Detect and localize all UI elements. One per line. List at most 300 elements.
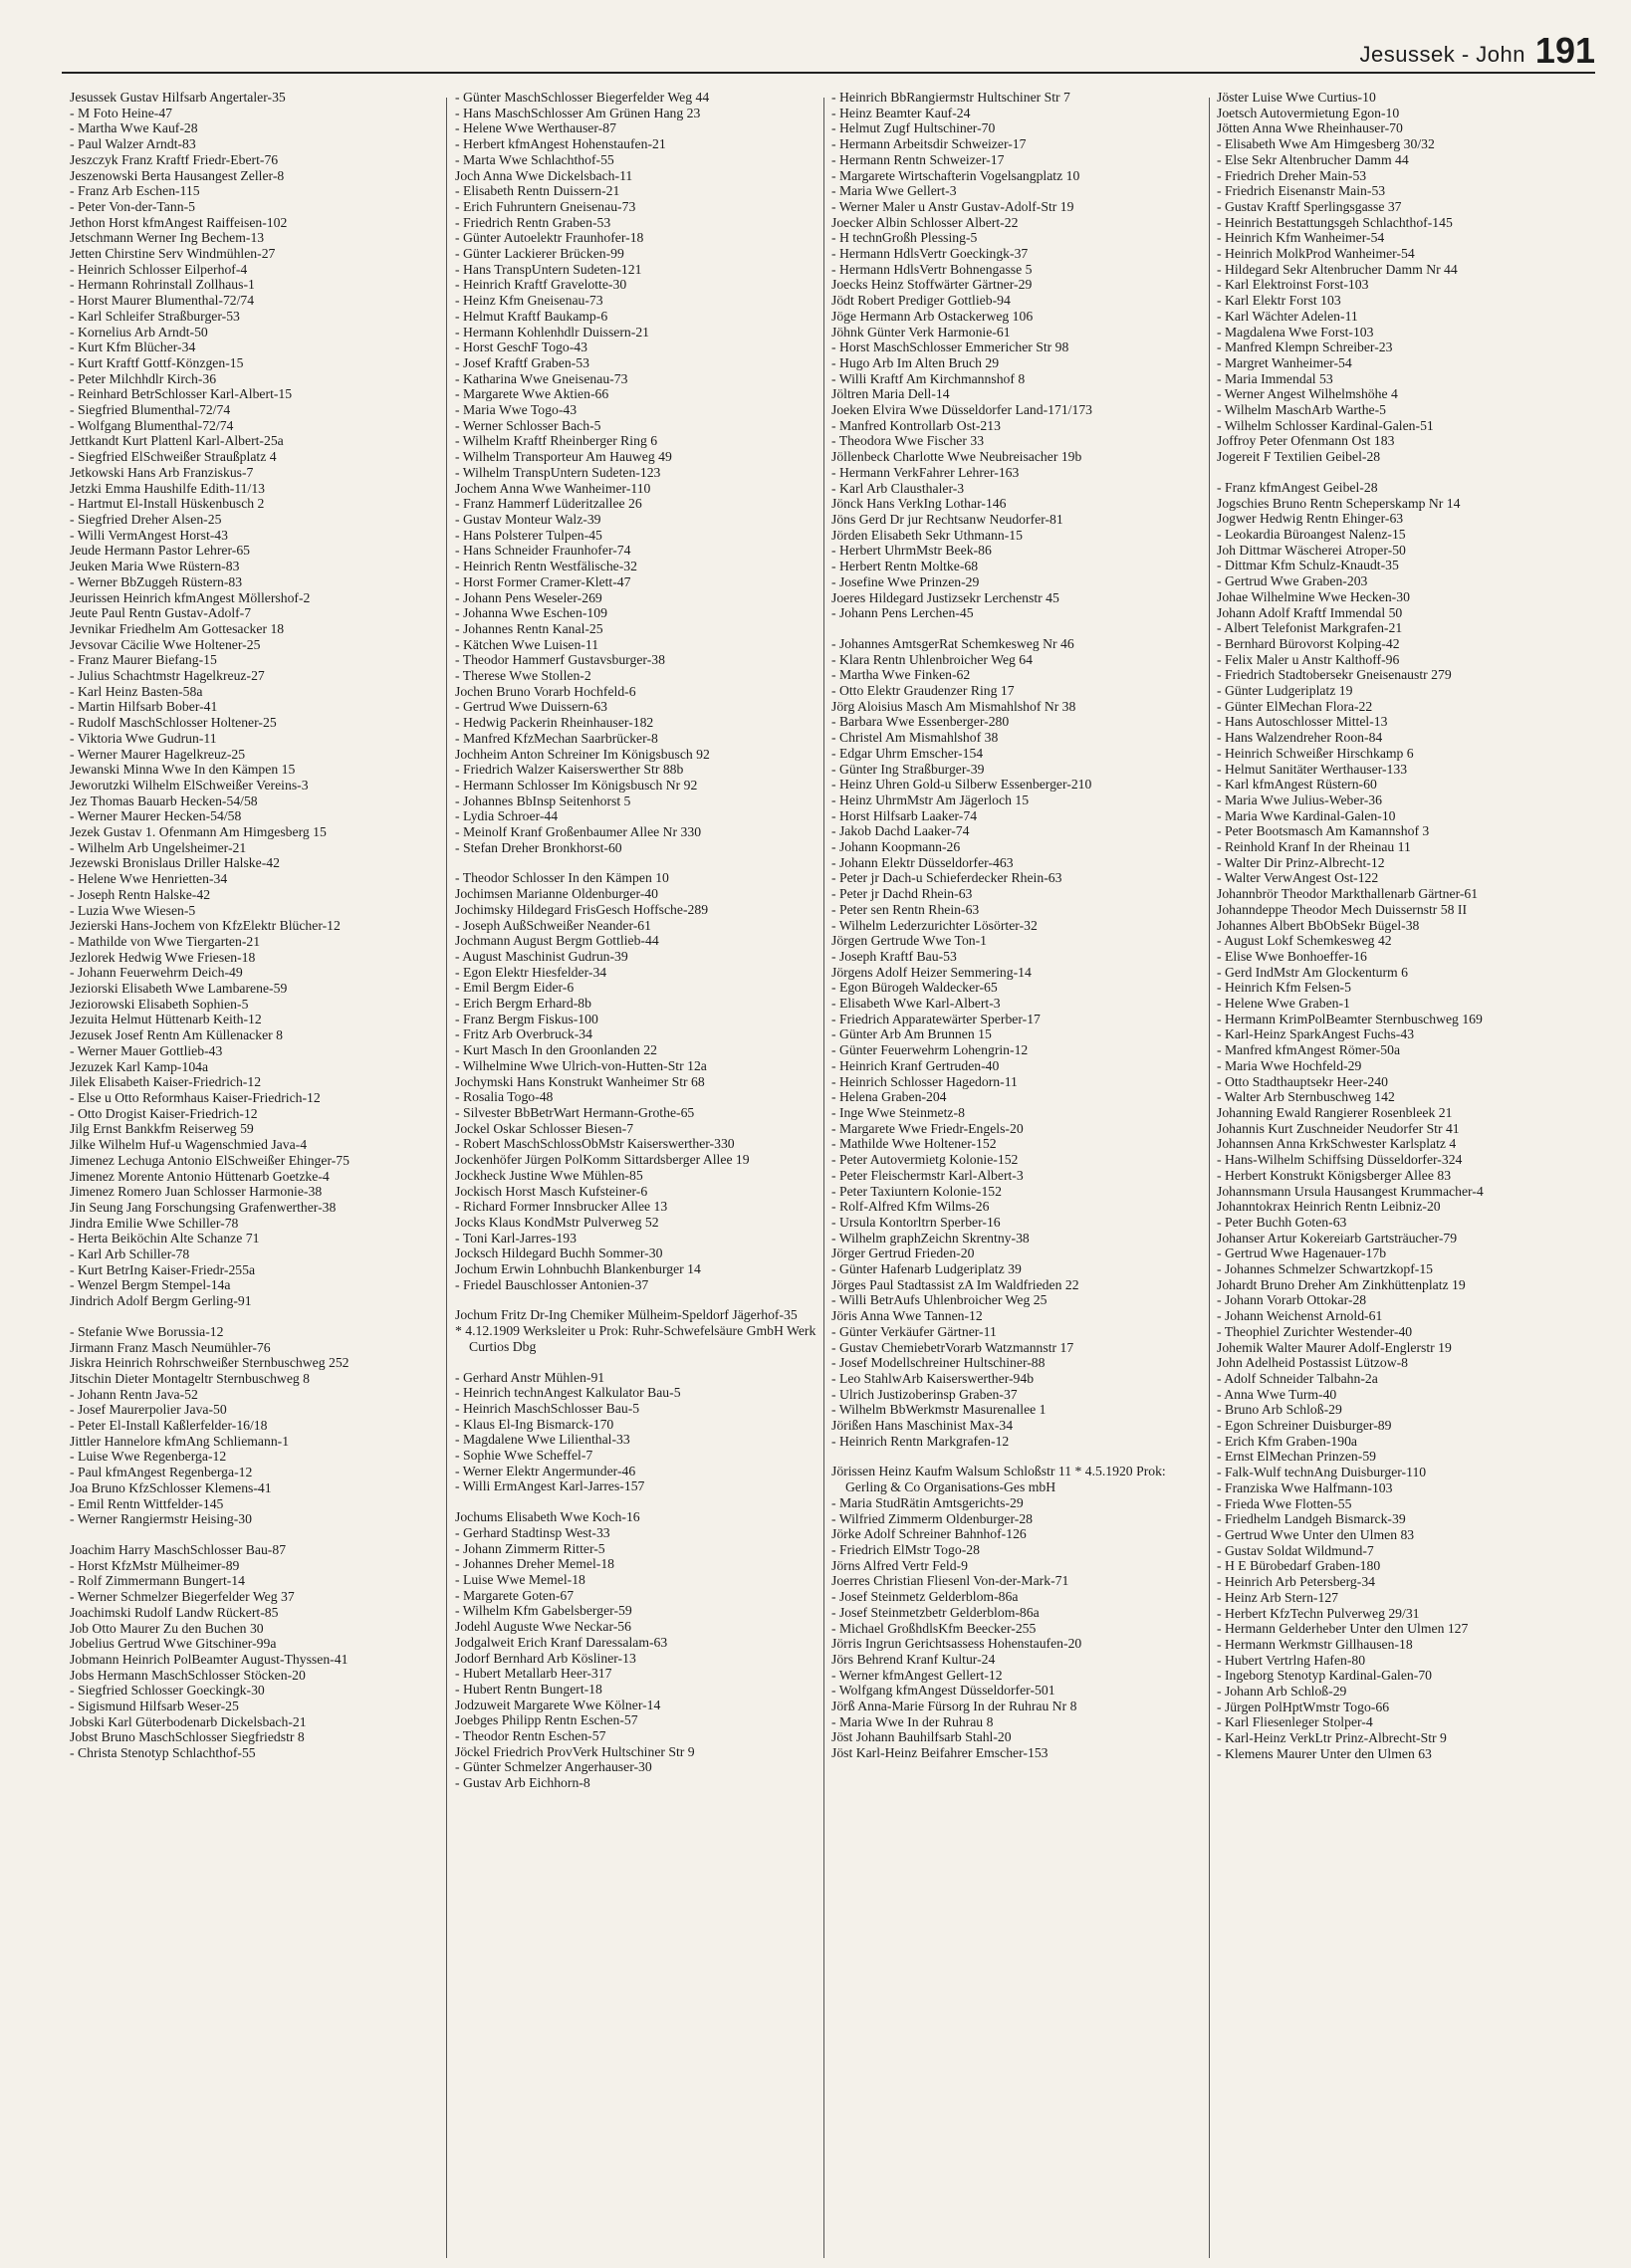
directory-entry: Jettkandt Kurt Plattenl Karl-Albert-25a <box>70 433 284 449</box>
directory-entry: - Karl Arb Schiller-78 <box>70 1247 190 1262</box>
directory-entry: - Hermann HdlsVertr Bohnengasse 5 <box>831 261 1033 277</box>
directory-entry: Jeurissen Heinrich kfmAngest Möllershof-2 <box>70 589 311 605</box>
directory-entry: Joerres Christian Fliesenl Von-der-Mark-71 <box>831 1573 1069 1589</box>
directory-entry: - Maria Immendal 53 <box>1217 370 1333 386</box>
directory-entry: Jesussek Gustav Hilfsarb Angertaler-35 <box>70 90 286 105</box>
directory-entry: - Adolf Schneider Talbahn-2a <box>1217 1370 1378 1386</box>
entry-gap <box>831 1449 1205 1464</box>
directory-entry: - Manfred KfzMechan Saarbrücker-8 <box>455 730 658 746</box>
directory-entry: - Wolfgang Blumenthal-72/74 <box>70 417 234 433</box>
directory-entry: - Kornelius Arb Arndt-50 <box>70 324 208 340</box>
directory-entry: Jockisch Horst Masch Kufsteiner-6 <box>455 1183 648 1199</box>
directory-entry: - Willi BetrAufs Uhlenbroicher Weg 25 <box>831 1292 1048 1308</box>
directory-entry: Jöltren Maria Dell-14 <box>831 386 950 402</box>
directory-entry: Jörissen Heinz Kaufm Walsum Schloßstr 11 * 4.5.1920 Prok: Gerling & Co Organisations-Ges mbH <box>831 1464 1166 1495</box>
directory-entry: - Manfred Klempn Schreiber-23 <box>1217 340 1393 355</box>
directory-entry: - Peter Von-der-Tann-5 <box>70 198 195 214</box>
directory-entry: Jöckel Friedrich ProvVerk Hultschiner Str 9 <box>455 1743 695 1759</box>
directory-entry: Jirmann Franz Masch Neumühler-76 <box>70 1339 271 1355</box>
directory-entry: Jezek Gustav 1. Ofenmann Am Himgesberg 15 <box>70 824 327 840</box>
directory-entry: Johanndeppe Theodor Mech Duissernstr 58 II <box>1217 901 1468 917</box>
directory-entry: - Else u Otto Reformhaus Kaiser-Friedrich-12 <box>70 1090 321 1105</box>
directory-entry: - Erich Bergm Erhard-8b <box>455 996 591 1012</box>
directory-entry: - Lydia Schroer-44 <box>455 808 559 824</box>
directory-entry: - Helene Wwe Werthauser-87 <box>455 120 616 136</box>
directory-entry: - Leo StahlwArb Kaiserswerther-94b <box>831 1370 1035 1386</box>
directory-entry: - Robert MaschSchlossObMstr Kaiserswerther-330 <box>455 1136 735 1152</box>
directory-entry: - Heinrich Kfm Wanheimer-54 <box>1217 230 1385 246</box>
directory-entry: - Günter Lackierer Brücken-99 <box>455 246 624 262</box>
directory-entry: - Heinz Beamter Kauf-24 <box>831 105 971 120</box>
directory-entry: - Helmut Zugf Hultschiner-70 <box>831 120 996 136</box>
directory-entry: Jethon Horst kfmAngest Raiffeisen-102 <box>70 214 288 230</box>
directory-entry: - Friedrich Walzer Kaiserswerther Str 88b <box>455 762 684 778</box>
directory-entry: - Günter Arb Am Brunnen 15 <box>831 1026 992 1042</box>
directory-entry: - Hans Autoschlosser Mittel-13 <box>1217 714 1388 730</box>
directory-entry: - Horst KfzMstr Mülheimer-89 <box>70 1557 240 1573</box>
directory-entry: - Karl Fliesenleger Stolper-4 <box>1217 1714 1373 1730</box>
directory-entry: - Hermann Rohrinstall Zollhaus-1 <box>70 277 255 293</box>
directory-entry: - Siegfried Schlosser Goeckingk-30 <box>70 1683 265 1699</box>
directory-entry: - Leokardia Büroangest Nalenz-15 <box>1217 526 1406 542</box>
directory-entry: - Wolfgang kfmAngest Düsseldorfer-501 <box>831 1683 1055 1699</box>
directory-entry: - Barbara Wwe Essenberger-280 <box>831 714 1010 730</box>
directory-entry: - Erich Fuhruntern Gneisenau-73 <box>455 198 636 214</box>
directory-entry: - Peter Taxiuntern Kolonie-152 <box>831 1183 1002 1199</box>
directory-entry: Jobst Bruno MaschSchlosser Siegfriedstr 8 <box>70 1729 305 1745</box>
entry-gap <box>70 1309 443 1324</box>
directory-entry: - Manfred Kontrollarb Ost-213 <box>831 417 1001 433</box>
directory-entry: - Siegfried ElSchweißer Straußplatz 4 <box>70 449 277 465</box>
directory-entry: - Gustav Arb Eichhorn-8 <box>455 1775 590 1791</box>
directory-entry: Jodorf Bernhard Arb Kösliner-13 <box>455 1650 636 1666</box>
directory-entry: - Maria Wwe Julius-Weber-36 <box>1217 792 1382 807</box>
directory-entry: Jezuzek Karl Kamp-104a <box>70 1058 209 1074</box>
directory-entry: Jobs Hermann MaschSchlosser Stöcken-20 <box>70 1667 306 1683</box>
directory-entry: - Sophie Wwe Scheffel-7 <box>455 1448 593 1464</box>
directory-entry: - Paul kfmAngest Regenberga-12 <box>70 1465 253 1480</box>
directory-entry: - Rudolf MaschSchlosser Holtener-25 <box>70 715 277 731</box>
directory-entry: Jimenez Romero Juan Schlosser Harmonie-38 <box>70 1184 323 1200</box>
directory-entry: Johae Wilhelmine Wwe Hecken-30 <box>1217 588 1410 604</box>
directory-entry: - Günter Schmelzer Angerhauser-30 <box>455 1759 652 1775</box>
directory-entry: - Hermann VerkFahrer Lehrer-163 <box>831 464 1020 480</box>
directory-entry: Jörden Elisabeth Sekr Uthmann-15 <box>831 527 1023 543</box>
directory-entry: - Martha Wwe Kauf-28 <box>70 120 198 136</box>
directory-entry: Jörges Paul Stadtassist zA Im Waldfrieden 22 <box>831 1276 1079 1292</box>
directory-entry: Jochem Anna Wwe Wanheimer-110 <box>455 480 651 496</box>
directory-entry: - Wenzel Bergm Stempel-14a <box>70 1277 231 1293</box>
entry-gap <box>1217 465 1590 480</box>
directory-entry: Jewanski Minna Wwe In den Kämpen 15 <box>70 762 296 778</box>
directory-entry: - Wilhelm graphZeichn Skrentny-38 <box>831 1230 1030 1246</box>
directory-entry: Jöst Karl-Heinz Beifahrer Emscher-153 <box>831 1745 1048 1761</box>
directory-entry: - Josefine Wwe Prinzen-29 <box>831 573 980 589</box>
directory-entry: - Otto Drogist Kaiser-Friedrich-12 <box>70 1105 258 1121</box>
directory-entry: Jöris Anna Wwe Tannen-12 <box>831 1308 983 1324</box>
directory-column-1 <box>70 90 443 2260</box>
directory-entry: - Felix Maler u Anstr Kalthoff-96 <box>1217 651 1400 667</box>
directory-entry: - Emil Bergm Eider-6 <box>455 980 575 996</box>
directory-entry: - Franz Bergm Fiskus-100 <box>455 1011 598 1026</box>
directory-entry: - Günter Autoelektr Fraunhofer-18 <box>455 230 644 246</box>
directory-entry: - Wilhelm Kfm Gabelsberger-59 <box>455 1603 632 1619</box>
entry-gap <box>455 1355 828 1370</box>
directory-entry: Jevnikar Friedhelm Am Gottesacker 18 <box>70 620 285 636</box>
directory-entry: - Hans Schneider Fraunhofer-74 <box>455 543 631 559</box>
directory-entry: Jörß Anna-Marie Fürsorg In der Ruhrau Nr 8 <box>831 1699 1077 1714</box>
directory-entry: - Sigismund Hilfsarb Weser-25 <box>70 1699 239 1714</box>
directory-entry: - Heinrich Rentn Westfälische-32 <box>455 559 637 574</box>
directory-entry: - Gustav Soldat Wildmund-7 <box>1217 1542 1374 1558</box>
directory-entry: - Edgar Uhrm Emscher-154 <box>831 745 984 761</box>
directory-entry: Jindrich Adolf Bergm Gerling-91 <box>70 1293 252 1309</box>
directory-entry: Jiskra Heinrich Rohrschweißer Sternbuschweg 252 <box>70 1355 350 1371</box>
directory-entry: - Jürgen PolHptWmstr Togo-66 <box>1217 1699 1390 1714</box>
directory-entry: Jodehl Auguste Wwe Neckar-56 <box>455 1619 631 1635</box>
directory-entry: Jöllenbeck Charlotte Wwe Neubreisacher 19b <box>831 449 1082 465</box>
directory-entry: - Toni Karl-Jarres-193 <box>455 1230 577 1246</box>
directory-entry: - Erich Kfm Graben-190a <box>1217 1433 1357 1449</box>
directory-entry: Jindra Emilie Wwe Schiller-78 <box>70 1215 239 1231</box>
directory-entry: - Meinolf Kranf Großenbaumer Allee Nr 330 <box>455 824 702 840</box>
directory-entry: Jörris Ingrun Gerichtsassess Hohenstaufen-20 <box>831 1636 1082 1652</box>
directory-entry: Jochymski Hans Konstrukt Wanheimer Str 68 <box>455 1073 705 1089</box>
directory-entry: - Rolf Zimmermann Bungert-14 <box>70 1573 245 1589</box>
directory-entry: - Josef Steinmetz Gelderblom-86a <box>831 1589 1019 1605</box>
directory-entry: - Theophiel Zurichter Westender-40 <box>1217 1323 1413 1339</box>
directory-entry: Jochmann August Bergm Gottlieb-44 <box>455 933 659 949</box>
directory-entry: - Peter El-Install Kaßlerfelder-16/18 <box>70 1418 268 1434</box>
directory-entry: - Margarete Wirtschafterin Vogelsangplatz 10 <box>831 167 1080 183</box>
entry-gap <box>455 855 828 870</box>
directory-entry: - Josef Modellschreiner Hultschiner-88 <box>831 1355 1046 1371</box>
directory-entry: - Hubert Rentn Bungert-18 <box>455 1681 602 1697</box>
directory-entry: - Kurt Kraftf Gottf-Könzgen-15 <box>70 354 244 370</box>
directory-entry: - Rosalia Togo-48 <box>455 1089 554 1105</box>
column-rule <box>446 98 447 2258</box>
directory-entry: Johanning Ewald Rangierer Rosenbleek 21 <box>1217 1105 1453 1120</box>
directory-entry: - Manfred kfmAngest Römer-50a <box>1217 1042 1401 1058</box>
directory-entry: - Wilhelm Arb Ungelsheimer-21 <box>70 839 247 855</box>
directory-entry: - Peter Buchh Goten-63 <box>1217 1214 1347 1230</box>
directory-entry: - Helmut Kraftf Baukamp-6 <box>455 308 608 324</box>
directory-entry: Jöhnk Günter Verk Harmonie-61 <box>831 324 1011 340</box>
directory-entry: - Hubert Vertrlng Hafen-80 <box>1217 1652 1366 1668</box>
directory-entry: Jörgen Gertrude Wwe Ton-1 <box>831 933 988 949</box>
directory-entry: - Elise Wwe Bonhoeffer-16 <box>1217 948 1367 964</box>
directory-entry: - Willi VermAngest Horst-43 <box>70 527 228 543</box>
directory-entry: - Else Sekr Altenbrucher Damm 44 <box>1217 151 1409 167</box>
directory-entry: - Johannes Rentn Kanal-25 <box>455 620 603 636</box>
directory-entry: Jochums Elisabeth Wwe Koch-16 <box>455 1509 640 1525</box>
directory-entry: - Klemens Maurer Unter den Ulmen 63 <box>1217 1745 1432 1761</box>
directory-entry: Jogschies Bruno Rentn Scheperskamp Nr 14 <box>1217 495 1461 511</box>
page-number: 191 <box>1534 30 1595 71</box>
directory-entry: Johanntokrax Heinrich Rentn Leibniz-20 <box>1217 1199 1441 1215</box>
directory-entry: - Luise Wwe Memel-18 <box>455 1571 585 1587</box>
directory-entry: Jodzuweit Margarete Wwe Kölner-14 <box>455 1697 661 1712</box>
directory-entry: - Werner kfmAngest Gellert-12 <box>831 1667 1003 1683</box>
directory-entry: - Margarete Goten-67 <box>455 1587 575 1603</box>
directory-entry: - Horst GeschF Togo-43 <box>455 340 587 355</box>
directory-entry: - Heinrich Schlosser Hagedorn-11 <box>831 1073 1018 1089</box>
directory-entry: Johannbrör Theodor Markthallenarb Gärtner-61 <box>1217 886 1479 902</box>
directory-entry: - Herbert KfzTechn Pulverweg 29/31 <box>1217 1605 1420 1621</box>
directory-entry: Jochheim Anton Schreiner Im Königsbusch 92 <box>455 746 710 762</box>
running-title: Jesussek - John <box>1359 42 1525 67</box>
directory-entry: Jezewski Bronislaus Driller Halske-42 <box>70 855 280 871</box>
directory-entry: - Margret Wanheimer-54 <box>1217 354 1352 370</box>
directory-entry: - Werner Rangiermstr Heising-30 <box>70 1511 252 1527</box>
directory-entry: Job Otto Maurer Zu den Buchen 30 <box>70 1620 264 1636</box>
directory-entry: - Theodor Schlosser In den Kämpen 10 <box>455 870 669 886</box>
directory-entry: Johann Adolf Kraftf Immendal 50 <box>1217 604 1403 620</box>
directory-entry: - Gustav ChemiebetrVorarb Watzmannstr 17 <box>831 1339 1074 1355</box>
directory-entry: - Hans Walzendreher Roon-84 <box>1217 730 1383 746</box>
directory-entry: Jockenhöfer Jürgen PolKomm Sittardsberger Allee 19 <box>455 1152 750 1168</box>
directory-entry: - Werner Schmelzer Biegerfelder Weg 37 <box>70 1589 295 1605</box>
directory-entry: Jogwer Hedwig Rentn Ehinger-63 <box>1217 511 1404 527</box>
directory-entry: - Maria StudRätin Amtsgerichts-29 <box>831 1494 1024 1510</box>
directory-entry: Jocks Klaus KondMstr Pulverweg 52 <box>455 1214 659 1230</box>
directory-entry: - Hans-Wilhelm Schiffsing Düsseldorfer-324 <box>1217 1152 1463 1168</box>
directory-entry: - Bruno Arb Schloß-29 <box>1217 1402 1342 1418</box>
directory-entry: - Mathilde von Wwe Tiergarten-21 <box>70 933 261 949</box>
directory-entry: Jochen Bruno Vorarb Hochfeld-6 <box>455 683 636 699</box>
directory-entry: - Friedel Bauschlosser Antonien-37 <box>455 1276 649 1292</box>
directory-entry: - Karl-Heinz SparkAngest Fuchs-43 <box>1217 1026 1415 1042</box>
directory-entry: - Peter jr Dachd Rhein-63 <box>831 886 973 902</box>
directory-entry: Joch Anna Wwe Dickelsbach-11 <box>455 167 633 183</box>
directory-entry: Jeszczyk Franz Kraftf Friedr-Ebert-76 <box>70 151 279 167</box>
directory-entry: - Mathilde Wwe Holtener-152 <box>831 1136 997 1152</box>
column-rule <box>1209 98 1210 2258</box>
directory-entry: - Christel Am Mismahlshof 38 <box>831 730 999 746</box>
directory-entry: - Silvester BbBetrWart Hermann-Grothe-65 <box>455 1105 695 1120</box>
directory-entry: Johannis Kurt Zuschneider Neudorfer Str 41 <box>1217 1120 1460 1136</box>
directory-entry: Jitschin Dieter Montageltr Sternbuschweg 8 <box>70 1370 311 1386</box>
directory-entry: - Heinrich Kraftf Gravelotte-30 <box>455 277 627 293</box>
directory-entry: - Maria Wwe Hochfeld-29 <box>1217 1057 1362 1073</box>
directory-entry: - Martha Wwe Finken-62 <box>831 667 971 683</box>
directory-entry: - Willi ErmAngest Karl-Jarres-157 <box>455 1478 645 1494</box>
directory-entry: Jörke Adolf Schreiner Bahnhof-126 <box>831 1526 1027 1542</box>
entry-gap <box>70 1527 443 1542</box>
directory-entry: - Josef Maurerpolier Java-50 <box>70 1402 227 1418</box>
directory-entry: Jodgalweit Erich Kranf Daressalam-63 <box>455 1634 668 1650</box>
directory-entry: - Günter Verkäufer Gärtner-11 <box>831 1323 997 1339</box>
directory-entry: - Johann Rentn Java-52 <box>70 1386 198 1402</box>
directory-entry: - Karl Elektr Forst 103 <box>1217 293 1341 309</box>
directory-entry: Jörg Aloisius Masch Am Mismahlshof Nr 38 <box>831 698 1076 714</box>
directory-entry: Jockheck Justine Wwe Mühlen-85 <box>455 1167 643 1183</box>
directory-entry: Joeres Hildegard Justizsekr Lerchenstr 45 <box>831 589 1059 605</box>
directory-entry: Joachimski Rudolf Landw Rückert-85 <box>70 1604 279 1620</box>
directory-entry: - Friedrich ElMstr Togo-28 <box>831 1541 980 1557</box>
directory-entry: - Hugo Arb Im Alten Bruch 29 <box>831 354 1000 370</box>
directory-entry: - Franz kfmAngest Geibel-28 <box>1217 479 1378 495</box>
directory-entry: - Reinhard BetrSchlosser Karl-Albert-15 <box>70 386 293 402</box>
directory-entry: - Stefanie Wwe Borussia-12 <box>70 1323 224 1339</box>
directory-entry: Joeken Elvira Wwe Düsseldorfer Land-171/173 <box>831 402 1093 418</box>
directory-entry: Jörns Alfred Vertr Feld-9 <box>831 1557 968 1573</box>
directory-entry: - Frieda Wwe Flotten-55 <box>1217 1495 1352 1511</box>
directory-entry: - Walter Arb Sternbuschweg 142 <box>1217 1089 1395 1105</box>
directory-entry: John Adelheid Postassist Lützow-8 <box>1217 1355 1408 1371</box>
directory-entry: Jörger Gertrud Frieden-20 <box>831 1246 975 1261</box>
directory-entry: Jobmann Heinrich PolBeamter August-Thyssen-41 <box>70 1651 349 1667</box>
directory-entry: - Therese Wwe Stollen-2 <box>455 668 591 684</box>
directory-entry: - Johannes Dreher Memel-18 <box>455 1556 615 1572</box>
directory-entry: * 4.12.1909 Werksleiter u Prok: Ruhr-Schwefelsäure GmbH Werk Curtios Dbg <box>455 1323 816 1354</box>
directory-column-4 <box>1217 90 1590 2260</box>
directory-entry: - Karl Wächter Adelen-11 <box>1217 308 1358 324</box>
directory-entry: Jetzki Emma Haushilfe Edith-11/13 <box>70 480 266 496</box>
directory-entry: - Horst MaschSchlosser Emmericher Str 98 <box>831 340 1069 355</box>
directory-entry: - Peter jr Dach-u Schieferdecker Rhein-63 <box>831 870 1062 886</box>
directory-entry: - Ernst ElMechan Prinzen-59 <box>1217 1449 1377 1465</box>
directory-entry: Johemik Walter Maurer Adolf-Englerstr 19 <box>1217 1339 1452 1355</box>
directory-entry: - Heinrich MolkProd Wanheimer-54 <box>1217 246 1415 262</box>
directory-entry: - Otto Elektr Graudenzer Ring 17 <box>831 683 1015 699</box>
directory-entry: - Dittmar Kfm Schulz-Knaudt-35 <box>1217 558 1399 573</box>
directory-entry: Jezlorek Hedwig Wwe Friesen-18 <box>70 949 256 965</box>
directory-entry: - Herbert UhrmMstr Beek-86 <box>831 543 992 559</box>
directory-entry: Jochum Fritz Dr-Ing Chemiker Mülheim-Speldorf Jägerhof-35 <box>455 1307 798 1323</box>
directory-entry: - Gertrud Wwe Duissern-63 <box>455 699 607 715</box>
directory-entry: Jez Thomas Bauarb Hecken-54/58 <box>70 793 258 808</box>
directory-entry: - Johannes AmtsgerRat Schemkesweg Nr 46 <box>831 635 1074 651</box>
directory-entry: - Heinz UhrmMstr Am Jägerloch 15 <box>831 792 1030 807</box>
entry-gap <box>455 1494 828 1509</box>
directory-entry: - Gustav Monteur Walz-39 <box>455 511 601 527</box>
directory-entry: - Heinrich MaschSchlosser Bau-5 <box>455 1400 640 1416</box>
directory-entry: - Wilhelmine Wwe Ulrich-von-Hutten-Str 12a <box>455 1057 707 1073</box>
directory-entry: - Peter Bootsmasch Am Kamannshof 3 <box>1217 823 1430 839</box>
directory-entry: Jochum Erwin Lohnbuchh Blankenburger 14 <box>455 1261 701 1277</box>
directory-entry: Jöst Johann Bauhilfsarb Stahl-20 <box>831 1729 1012 1745</box>
directory-entry: - Hermann Kohlenhdlr Duissern-21 <box>455 324 650 340</box>
directory-entry: - Hermann Rentn Schweizer-17 <box>831 151 1005 167</box>
directory-entry: - Karl Arb Clausthaler-3 <box>831 480 965 496</box>
directory-entry: - Johann Vorarb Ottokar-28 <box>1217 1292 1367 1308</box>
directory-entry: Jörißen Hans Maschinist Max-34 <box>831 1418 1014 1434</box>
directory-entry: - Margarete Wwe Aktien-66 <box>455 386 609 402</box>
directory-entry: - Werner Maurer Hecken-54/58 <box>70 808 242 824</box>
directory-entry: - M Foto Heine-47 <box>70 105 173 120</box>
directory-entry: Jetkowski Hans Arb Franziskus-7 <box>70 464 254 480</box>
directory-entry: Jilek Elisabeth Kaiser-Friedrich-12 <box>70 1074 262 1090</box>
directory-entry: - Fritz Arb Overbruck-34 <box>455 1026 592 1042</box>
directory-entry: - Jakob Dachd Laaker-74 <box>831 823 970 839</box>
directory-entry: Jeuken Maria Wwe Rüstern-83 <box>70 559 240 574</box>
directory-entry: - Walter Dir Prinz-Albrecht-12 <box>1217 854 1385 870</box>
directory-entry: - Franziska Wwe Halfmann-103 <box>1217 1479 1393 1495</box>
directory-entry: - Günter Hafenarb Ludgeriplatz 39 <box>831 1261 1022 1277</box>
directory-entry: - Wilfried Zimmerm Oldenburger-28 <box>831 1510 1034 1526</box>
directory-entry: Joh Dittmar Wäschereі Atroper-50 <box>1217 542 1406 558</box>
directory-entry: - Hartmut El-Install Hüskenbusch 2 <box>70 496 265 512</box>
directory-entry: Jötten Anna Wwe Rheinhauser-70 <box>1217 120 1403 136</box>
directory-entry: - August Maschinist Gudrun-39 <box>455 948 628 964</box>
directory-entry: - Otto Stadthauptsekr Heer-240 <box>1217 1073 1388 1089</box>
directory-entry: - Friedrich Stadtobersekr Gneisenaustr 279 <box>1217 667 1452 683</box>
directory-entry: Johanser Artur Kokereiarb Gartsträucher-79 <box>1217 1230 1458 1246</box>
directory-entry: - Peter Autovermietg Kolonie-152 <box>831 1152 1019 1168</box>
directory-entry: - Maria Wwe In der Ruhrau 8 <box>831 1713 994 1729</box>
directory-entry: Jimenez Morente Antonio Hüttenarb Goetzke-4 <box>70 1168 330 1184</box>
directory-entry: Jobski Karl Güterbodenarb Dickelsbach-21 <box>70 1713 307 1729</box>
directory-entry: - Werner Elektr Angermunder-46 <box>455 1463 636 1478</box>
directory-entry: Jeute Paul Rentn Gustav-Adolf-7 <box>70 605 252 621</box>
directory-entry: - Egon Bürogeh Waldecker-65 <box>831 980 998 996</box>
directory-entry: - Hans TranspUntern Sudeten-121 <box>455 261 642 277</box>
directory-entry: Jetschmann Werner Ing Bechem-13 <box>70 230 265 246</box>
directory-entry: - Gertrud Wwe Hagenauer-17b <box>1217 1246 1387 1261</box>
directory-entry: - Herbert Rentn Moltke-68 <box>831 559 979 574</box>
directory-entry: - Hedwig Packerin Rheinhauser-182 <box>455 715 654 731</box>
directory-entry: Jezierski Hans-Jochem von KfzElektr Blücher-12 <box>70 918 341 934</box>
directory-entry: - Hans MaschSchlosser Am Grünen Hang 23 <box>455 105 701 120</box>
directory-entry: - Richard Former Innsbrucker Allee 13 <box>455 1199 668 1215</box>
directory-entry: Jöster Luise Wwe Curtius-10 <box>1217 90 1376 105</box>
directory-entry: Jöge Hermann Arb Ostackerweg 106 <box>831 308 1034 324</box>
directory-entry: Jochimsky Hildegard FrisGesch Hoffsche-289 <box>455 901 709 917</box>
directory-entry: Joa Bruno KfzSchlosser Klemens-41 <box>70 1479 272 1495</box>
directory-entry: - Josef Steinmetzbetr Gelderblom-86a <box>831 1604 1040 1620</box>
directory-entry: - Günter Ludgeriplatz 19 <box>1217 683 1353 699</box>
directory-entry: Jilke Wilhelm Huf-u Wagenschmied Java-4 <box>70 1137 308 1153</box>
directory-entry: - Herbert Konstrukt Königsberger Allee 83 <box>1217 1167 1452 1183</box>
directory-entry: Jogereit F Textilien Geibel-28 <box>1217 449 1381 465</box>
directory-entry: - Hubert Metallarb Heer-317 <box>455 1666 612 1682</box>
directory-entry: - Günter Feuerwehrm Lohengrin-12 <box>831 1042 1029 1058</box>
entry-gap <box>831 621 1205 636</box>
directory-entry: - Maria Wwe Togo-43 <box>455 402 578 418</box>
directory-entry: - Karl kfmAngest Rüstern-60 <box>1217 777 1377 793</box>
directory-entry: - Johann Arb Schloß-29 <box>1217 1684 1347 1700</box>
directory-entry: - Siegfried Blumenthal-72/74 <box>70 402 231 418</box>
directory-entry: - Joseph AußSchweißer Neander-61 <box>455 917 651 933</box>
directory-entry: - Franz Arb Eschen-115 <box>70 183 200 199</box>
directory-entry: - Ulrich Justizoberinsp Graben-37 <box>831 1386 1018 1402</box>
directory-entry: - Katharina Wwe Gneisenau-73 <box>455 370 628 386</box>
directory-entry: - Heinz Arb Stern-127 <box>1217 1589 1339 1605</box>
directory-entry: Jezuita Helmut Hüttenarb Keith-12 <box>70 1012 262 1027</box>
directory-entry: Jin Seung Jang Forschungsing Grafenwerther-38 <box>70 1199 337 1215</box>
directory-entry: - Emil Rentn Wittfelder-145 <box>70 1495 224 1511</box>
directory-entry: - Peter sen Rentn Rhein-63 <box>831 901 980 917</box>
directory-entry: - Wilhelm TranspUntern Sudeten-123 <box>455 464 661 480</box>
directory-entry: - Friedrich Apparatewärter Sperber-17 <box>831 1011 1041 1026</box>
directory-entry: - Julius Schachtmstr Hagelkreuz-27 <box>70 668 265 684</box>
directory-entry: - Josef Kraftf Graben-53 <box>455 354 589 370</box>
directory-entry: - Kurt Masch In den Groonlanden 22 <box>455 1042 657 1058</box>
directory-entry: - Hermann Gelderheber Unter den Ulmen 127 <box>1217 1621 1469 1637</box>
directory-entry: - Maria Wwe Kardinal-Galen-10 <box>1217 807 1396 823</box>
directory-entry: - Wilhelm BbWerkmstr Masurenallee 1 <box>831 1402 1047 1418</box>
directory-entry: - H E Bürobedarf Graben-180 <box>1217 1558 1381 1574</box>
directory-entry: Jönck Hans VerkIng Lothar-146 <box>831 496 1007 512</box>
directory-entry: - Heinrich Kranf Gertruden-40 <box>831 1057 1000 1073</box>
directory-entry: - Heinrich Kfm Felsen-5 <box>1217 980 1351 996</box>
directory-entry: - Helene Wwe Graben-1 <box>1217 996 1350 1012</box>
directory-entry: - Klara Rentn Uhlenbroicher Weg 64 <box>831 651 1033 667</box>
directory-entry: - Johann Koopmann-26 <box>831 839 961 855</box>
directory-entry: - Franz Maurer Biefang-15 <box>70 652 217 668</box>
directory-entry: - Theodor Hammerf Gustavsburger-38 <box>455 652 665 668</box>
